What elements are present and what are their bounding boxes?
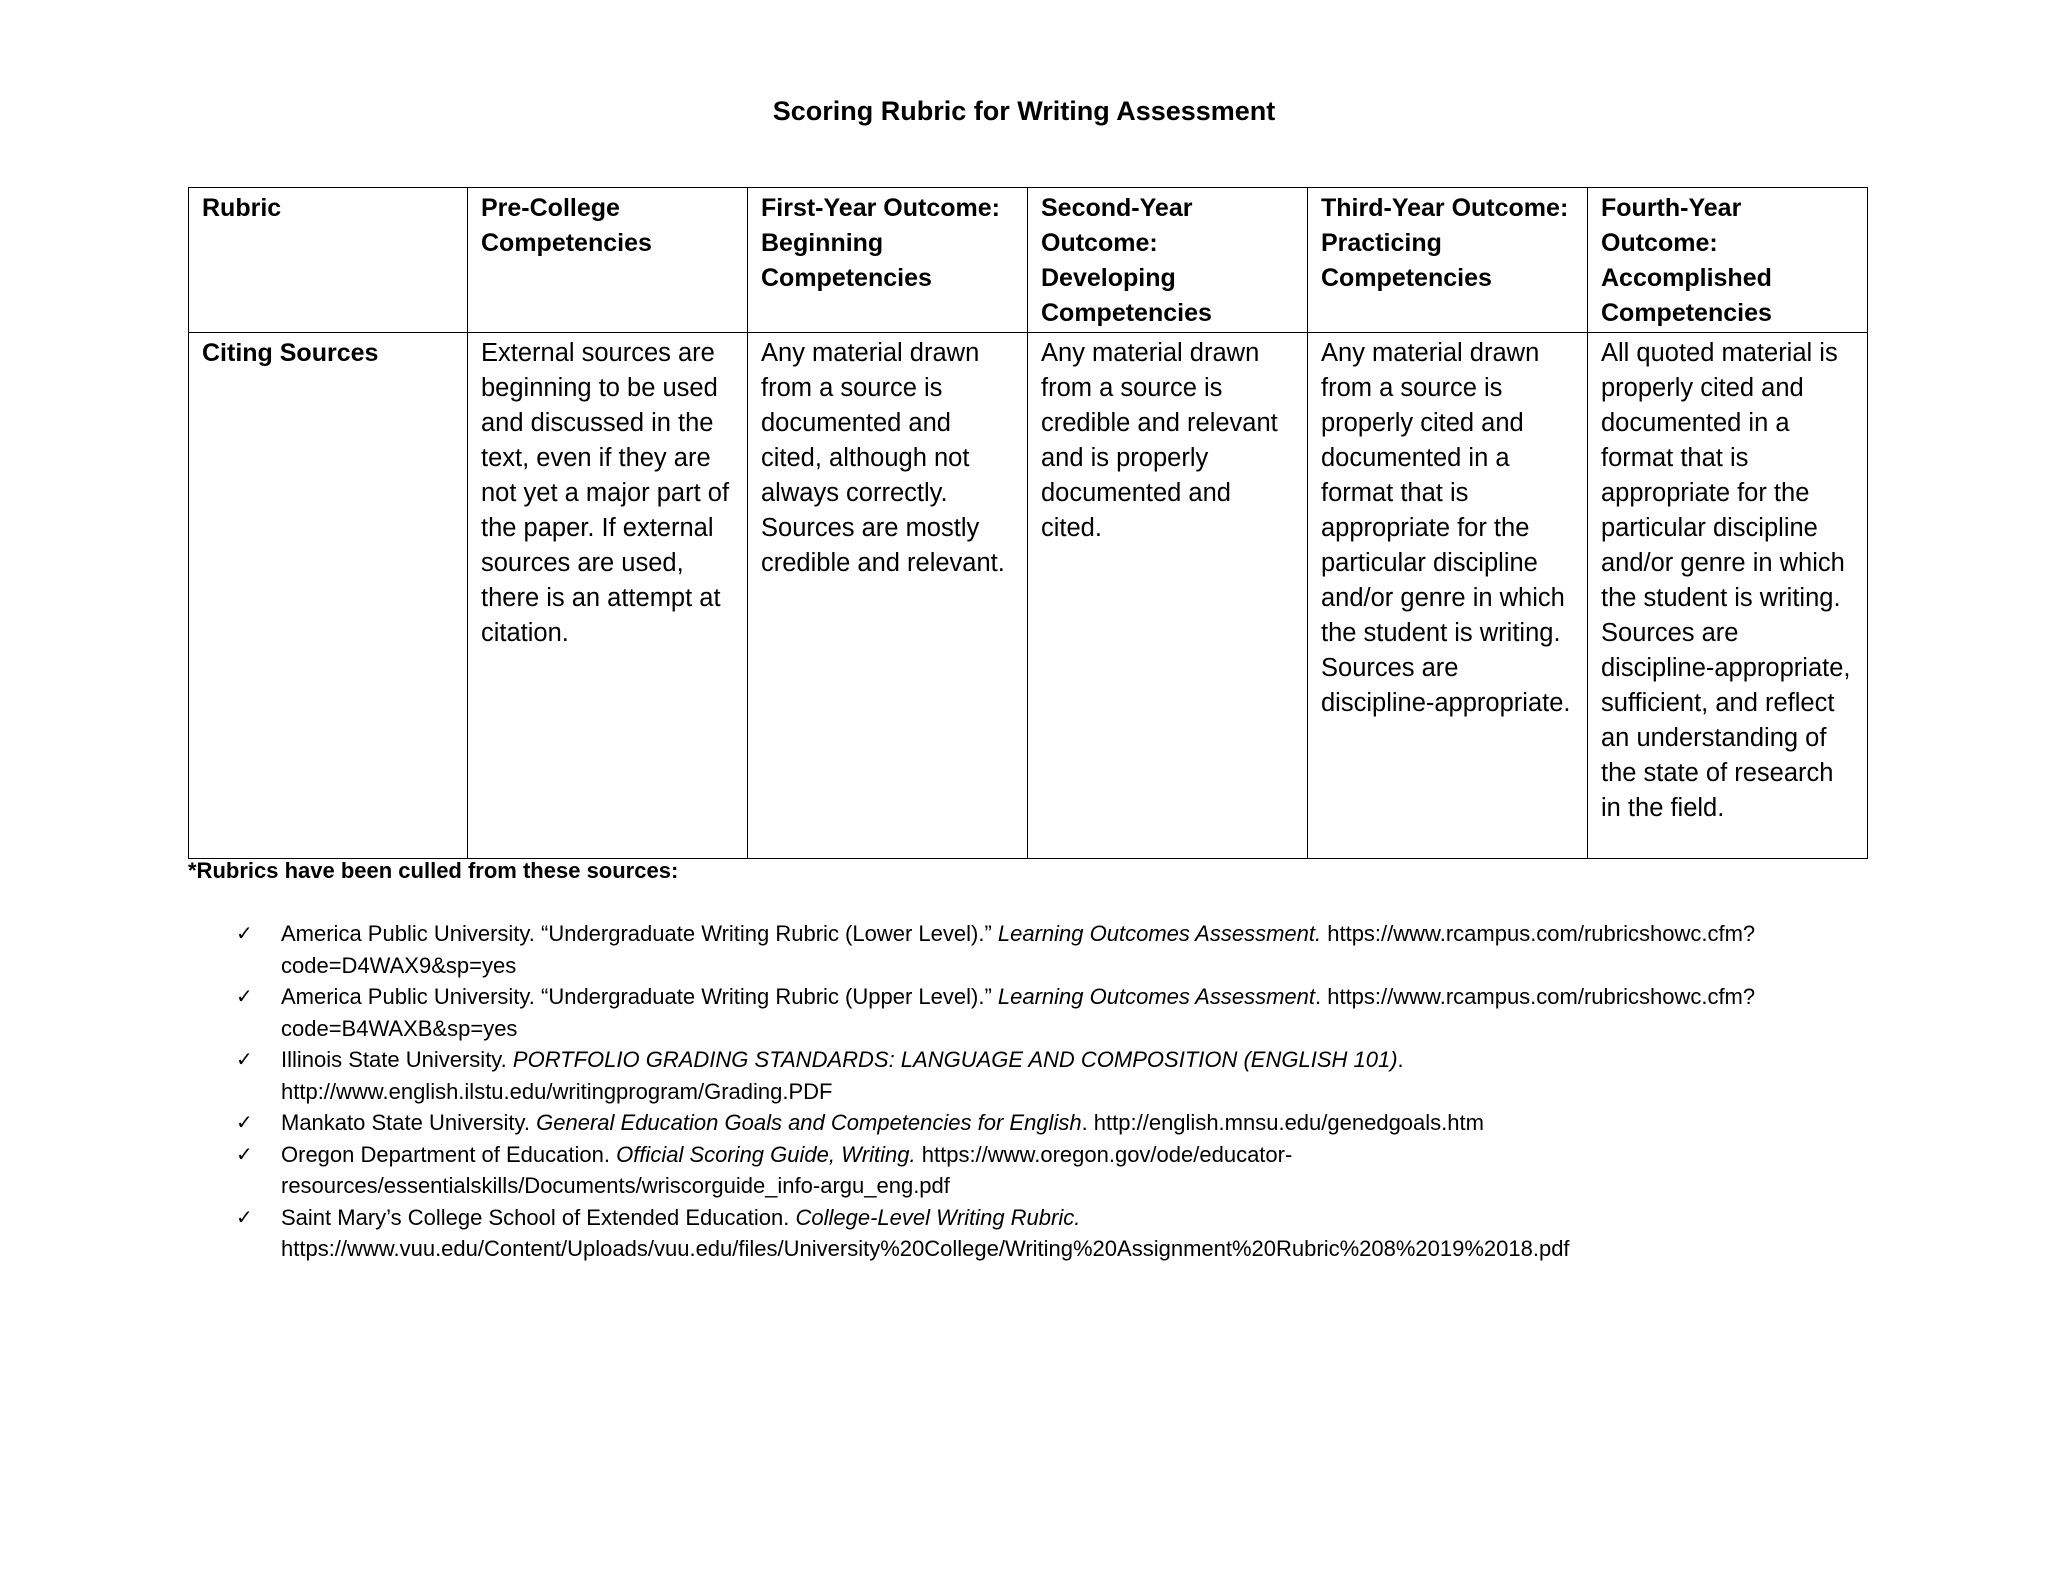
document-title: Scoring Rubric for Writing Assessment [772,96,1276,126]
source-title: Official Scoring Guide, Writing. [616,1141,916,1167]
table-header-row [189,188,1868,333]
cell-third-year: Any material drawn from a source is properly cited and documented in a format that is appropriate for the particular discipline and/or genre in which the student is writing. Sources are discipline-appropriate. [1308,333,1588,859]
check-icon: ✓ [236,1047,253,1071]
source-text: America Public University. “Undergraduate Writing Rubric (Upper Level).” [281,984,998,1009]
source-url: . https://www.rcampus.com/rubricshowc.cfm?code=B4WAXB&sp=yes [281,984,1756,1041]
check-icon: ✓ [236,1204,253,1229]
list-item [236,1202,1756,1265]
source-url: https://www.vuu.edu/Content/Uploads/vuu.edu/files/University%20College/Writing%20Assignment%20Rubric%208%2019%2018.pdf [281,1236,1570,1261]
list-item [236,1107,1756,1139]
check-icon: ✓ [236,1141,253,1166]
check-icon: ✓ [236,921,253,945]
source-title: Learning Outcomes Assessment. [997,921,1322,946]
list-item [236,981,1756,1044]
column-header-third-year: Third-Year Outcome: Practicing Competencies [1308,188,1588,333]
sources-list [236,918,1756,1265]
source-url: . http://www.english.ilstu.edu/writingprogram/Grading.PDF [281,1047,1404,1104]
cell-fourth-year: All quoted material is properly cited and documented in a format that is appropriate for the particular discipline and/or genre in which the student is writing. Sources are discipline-appropriate, sufficient, and reflect an understanding of the state of research in the field. [1588,333,1868,859]
cell-second-year: Any material drawn from a source is credible and relevant and is properly documented and cited. [1028,333,1308,859]
source-title: Learning Outcomes Assessment [997,984,1315,1009]
column-header-pre-college: Pre-College Competencies [468,188,748,333]
row-label-citing-sources: Citing Sources [189,333,468,859]
cell-pre-college: External sources are beginning to be used and discussed in the text, even if they are not yet a major part of the paper. If external sources are used, there is an attempt at citation. [468,333,748,859]
check-icon: ✓ [236,1110,253,1134]
table-row [189,333,1868,859]
source-text: America Public University. “Undergraduate Writing Rubric (Lower Level).” [281,921,998,946]
check-icon: ✓ [236,984,253,1008]
column-header-first-year: First-Year Outcome: Beginning Competencies [748,188,1028,333]
list-item [236,1044,1756,1107]
source-text: Saint Mary’s College School of Extended Education. [281,1204,796,1230]
source-text: Oregon Department of Education. [281,1141,617,1167]
sources-note: *Rubrics have been culled from these sources: [188,858,679,883]
source-title: PORTFOLIO GRADING STANDARDS: LANGUAGE AND COMPOSITION (ENGLISH 101) [512,1047,1398,1072]
source-url: . http://english.mnsu.edu/genedgoals.htm [1081,1110,1484,1135]
source-title: General Education Goals and Competencies for English [536,1110,1082,1135]
cell-first-year: Any material drawn from a source is documented and cited, although not always correctly. Sources are mostly credible and relevant. [748,333,1028,859]
column-header-rubric: Rubric [189,188,468,333]
column-header-fourth-year: Fourth-Year Outcome: Accomplished Competencies [1588,188,1868,333]
list-item [236,1139,1756,1202]
source-url: https://www.oregon.gov/ode/educator-resources/essentialskills/Documents/wriscorguide_info-argu_eng.pdf [281,1141,1293,1198]
column-header-second-year: Second-Year Outcome: Developing Competencies [1028,188,1308,333]
list-item [236,918,1756,981]
source-text: Mankato State University. [281,1110,537,1135]
source-text: Illinois State University. [281,1047,513,1072]
source-title: College-Level Writing Rubric. [795,1204,1081,1230]
rubric-table [188,187,1868,859]
source-url: https://www.rcampus.com/rubricshowc.cfm?code=D4WAX9&sp=yes [281,921,1756,978]
